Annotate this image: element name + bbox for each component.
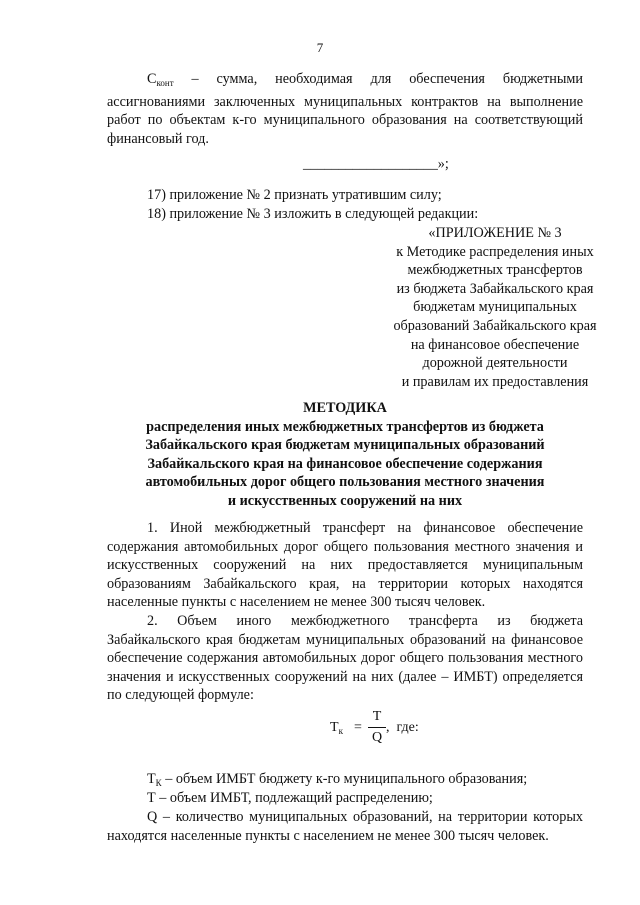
appendix-line: межбюджетных трансфертов	[407, 262, 583, 279]
skont-subscript: конт	[156, 78, 174, 88]
method-title-line: Забайкальского края на финансовое обеспечение содержания	[147, 455, 543, 472]
method-title-line: и искусственных сооружений на них	[227, 492, 463, 509]
method-title-line: распределения иных межбюджетных трансфертов из бюджета	[146, 418, 544, 435]
fraction-bar	[368, 727, 386, 728]
formula-fraction	[368, 708, 386, 747]
item-17: 17) приложение № 2 признать утратившим силу;	[147, 187, 442, 203]
formula-lhs-symbol: Т	[330, 720, 339, 735]
formula-numerator: Т	[372, 709, 382, 724]
definition-t: Т – объем ИМБТ, подлежащий распределению;	[147, 790, 433, 806]
formula-suffix: , где:	[386, 720, 419, 735]
method-title	[107, 399, 583, 511]
method-title-line: Забайкальского края бюджетам муниципальных образований	[145, 437, 545, 454]
skont-symbol: С	[147, 71, 157, 87]
underline-end: ___________________»;	[303, 156, 449, 172]
appendix-line: на финансовое обеспечение	[410, 336, 580, 353]
appendix-line: образований Забайкальского края	[393, 317, 597, 334]
appendix-line: дорожной деятельности	[422, 355, 568, 372]
appendix-line: к Методике распределения иных	[396, 243, 594, 260]
paragraph-2: 2. Объем иного межбюджетного трансферта из бюджета Забайкальского края бюджетам муниципальных образований на финансовое обеспечение содержания автомобильных дорог общего пользования местного значения и искусственных сооружений на них (далее – ИМБТ) определяется по следующей формуле:	[107, 613, 583, 704]
definition-symbol: Т	[147, 771, 156, 787]
page-number: 7	[316, 40, 324, 55]
formula-denominator: Q	[371, 730, 383, 745]
appendix-line: бюджетам муниципальных	[413, 299, 577, 316]
formula-equals: =	[354, 720, 362, 735]
appendix-title: «ПРИЛОЖЕНИЕ № 3	[428, 225, 562, 241]
skont-definition	[107, 70, 583, 148]
formula-lhs	[330, 720, 343, 736]
appendix-line: из бюджета Забайкальского края	[396, 280, 594, 297]
definition-q: Q – количество муниципальных образований, на территории которых находятся населенные пункты с населением не менее 300 тысяч человек.	[107, 809, 583, 844]
definition-subscript: К	[155, 778, 162, 788]
formula-lhs-subscript: к	[338, 726, 343, 736]
method-heading: МЕТОДИКА	[303, 400, 387, 416]
appendix-line: и правилам их предоставления	[401, 373, 589, 390]
skont-text: – сумма, необходимая для обеспечения бюджетными ассигнованиями заключенных муниципальных контрактов на выполнение работ по объектам к-го муниципального образования на соответствующий финансовый год.	[107, 71, 583, 147]
paragraph-1: 1. Иной межбюджетный трансферт на финансовое обеспечение содержания автомобильных дорог общего пользования местного значения и искусственных сооружений на них предоставляется муниципальным образованиям Забайкальского края, на территории которых находятся населенные пункты с населением не менее 300 тысяч человек.	[107, 520, 583, 611]
appendix-header	[360, 224, 630, 391]
item-18: 18) приложение № 3 изложить в следующей редакции:	[147, 206, 479, 222]
method-title-line: автомобильных дорог общего пользования местного значения	[145, 474, 545, 491]
definition-text: – объем ИМБТ бюджету к-го муниципального образования;	[161, 771, 528, 787]
